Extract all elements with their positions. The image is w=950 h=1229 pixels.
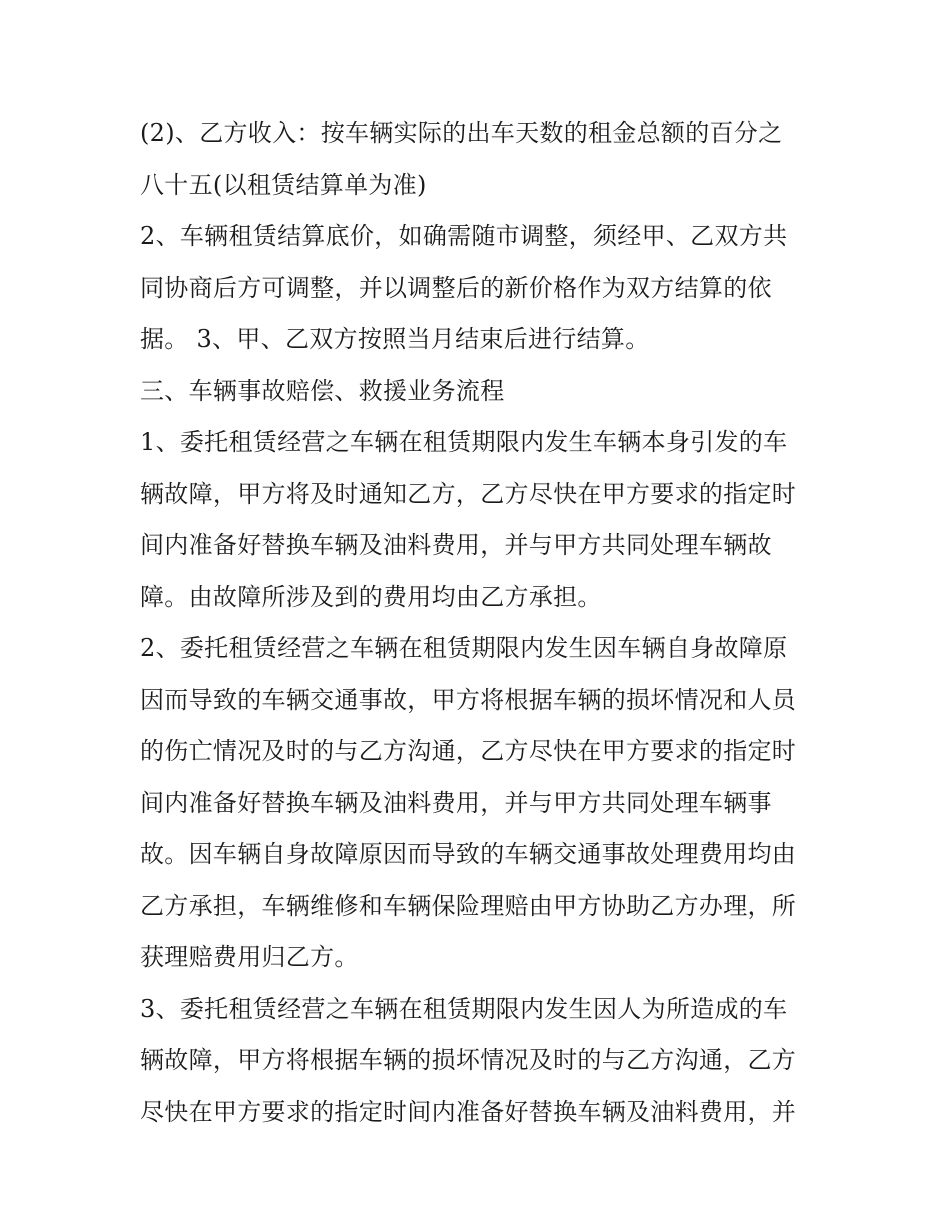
text-line: 2、车辆租赁结算底价，如确需随市调整，须经甲、乙双方共 xyxy=(140,222,788,250)
text-line: 的伤亡情况及时的与乙方沟通，乙方尽快在甲方要求的指定时 xyxy=(140,737,797,765)
text-line: 乙方承担，车辆维修和车辆保险理赔由甲方协助乙方办理，所 xyxy=(140,891,797,920)
paragraph-clause-1 xyxy=(140,417,820,623)
text-line: 同协商后方可调整，并以调整后的新价格作为双方结算的依 xyxy=(140,273,772,302)
document-body xyxy=(140,108,820,1138)
text-line: 八十五(以租赁结算单为准) xyxy=(140,170,427,199)
text-line: 间内准备好替换车辆及油料费用，并与甲方共同处理车辆事 xyxy=(140,788,772,817)
paragraph-income-share xyxy=(140,108,820,211)
text-line: 2、委托租赁经营之车辆在租赁期限内发生因车辆自身故障原 xyxy=(140,634,788,662)
text-line: 据。 3、甲、乙双方按照当月结束后进行结算。 xyxy=(140,325,650,353)
text-line: 障。由故障所涉及到的费用均由乙方承担。 xyxy=(140,582,602,611)
text-line: 辆故障，甲方将根据车辆的损坏情况及时的与乙方沟通，乙方 xyxy=(140,1046,797,1074)
text-line: 1、委托租赁经营之车辆在租赁期限内发生车辆本身引发的车 xyxy=(140,428,788,456)
section-heading-accident-process xyxy=(140,366,820,418)
section-heading: 三、车辆事故赔偿、救援业务流程 xyxy=(140,376,505,405)
paragraph-base-price xyxy=(140,211,820,366)
text-line: 获理赔费用归乙方。 xyxy=(140,943,359,971)
text-line: 辆故障，甲方将及时通知乙方，乙方尽快在甲方要求的指定时 xyxy=(140,479,797,508)
text-line: 间内准备好替换车辆及油料费用，并与甲方共同处理车辆故 xyxy=(140,531,772,559)
text-line: (2)、乙方收入：按车辆实际的出车天数的租金总额的百分之 xyxy=(140,119,783,147)
paragraph-clause-2 xyxy=(140,623,820,984)
text-line: 尽快在甲方要求的指定时间内准备好替换车辆及油料费用，并 xyxy=(140,1097,797,1126)
paragraph-clause-3 xyxy=(140,984,820,1139)
text-line: 3、委托租赁经营之车辆在租赁期限内发生因人为所造成的车 xyxy=(140,994,788,1023)
text-line: 故。因车辆自身故障原因而导致的车辆交通事故处理费用均由 xyxy=(140,840,797,868)
text-line: 因而导致的车辆交通事故，甲方将根据车辆的损坏情况和人员 xyxy=(140,685,797,714)
